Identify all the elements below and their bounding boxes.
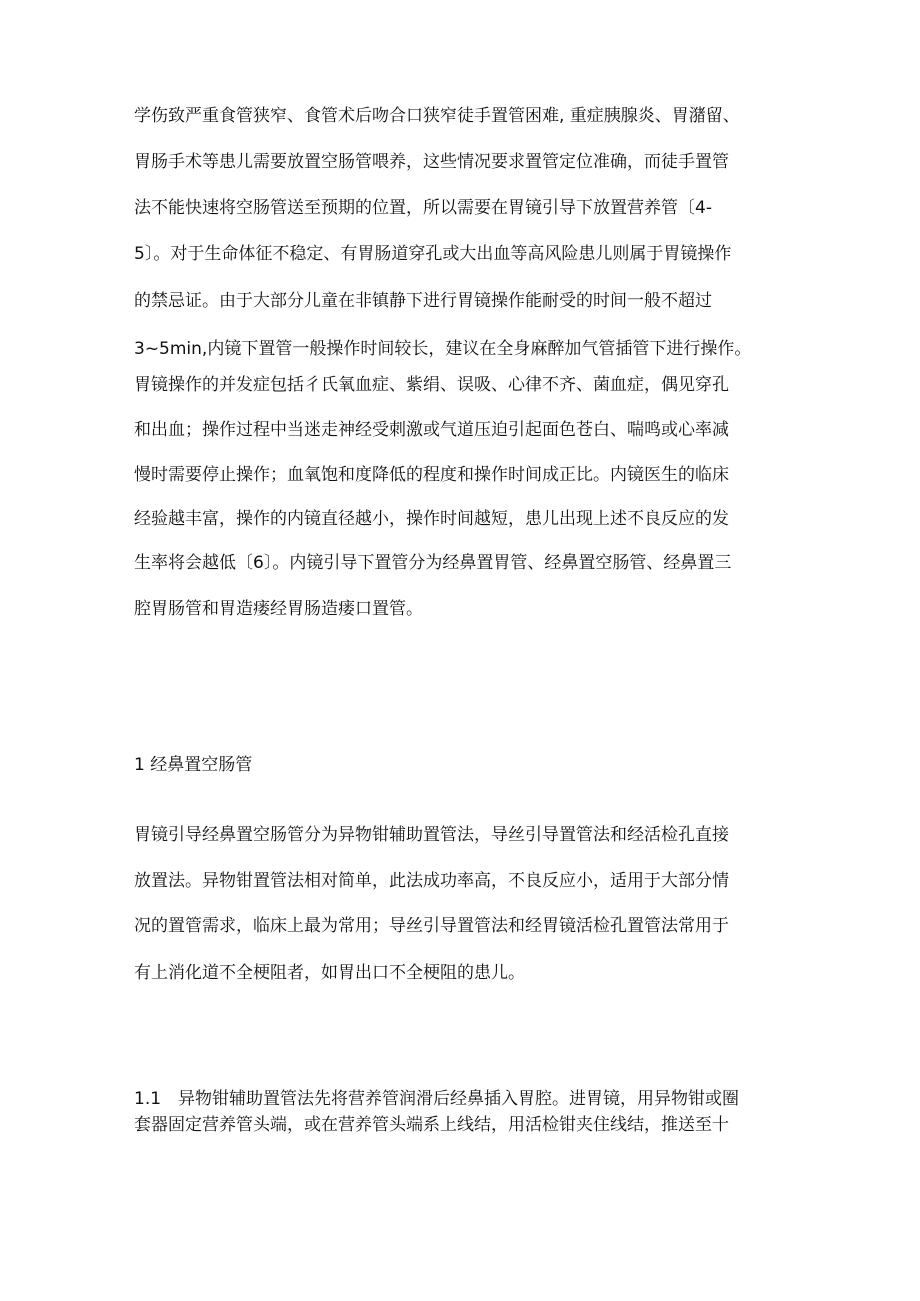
text-line: 胃镜引导经鼻置空肠管分为异物钳辅助置管法，导丝引导置管法和经活检孔直接: [134, 825, 729, 845]
text-line: 套器固定营养管头端，或在营养管头端系上线结，用活检钳夹住线结，推送至十: [134, 1115, 729, 1135]
text-line: 生率将会越低〔6〕。内镜引导下置管分为经鼻置胃管、经鼻置空肠管、经鼻置三: [134, 553, 732, 573]
text-line: 3~5min,内镜下置管一般操作时间较长，建议在全身麻醉加气管插管下进行操作。: [134, 339, 752, 359]
text-line: 1.1 异物钳辅助置管法先将营养管润滑后经鼻插入胃腔。进胃镜，用异物钳或圈: [134, 1089, 740, 1109]
text-line: 法不能快速将空肠管送至预期的位置，所以需要在胃镜引导下放置营养管〔4-: [134, 198, 712, 218]
section-heading: 1 经鼻置空肠管: [134, 755, 253, 775]
text-line: 放置法。异物钳置管法相对简单，此法成功率高，不良反应小，适用于大部分情: [134, 871, 729, 891]
text-line: 的禁忌证。由于大部分儿童在非镇静下进行胃镜操作能耐受的时间一般不超过: [134, 291, 712, 311]
text-line: 经验越丰富，操作的内镜直径越小，操作时间越短，患儿出现上述不良反应的发: [134, 509, 729, 529]
text-line: 况的置管需求，临床上最为常用；导丝引导置管法和经胃镜活检孔置管法常用于: [134, 916, 729, 936]
text-line: 胃肠手术等患儿需要放置空肠管喂养，这些情况要求置管定位准确，而徒手置管: [134, 152, 729, 172]
text-line: 和出血；操作过程中当迷走神经受刺激或气道压迫引起面色苍白、喘鸣或心率减: [134, 420, 729, 440]
text-line: 胃镜操作的并发症包括彳氏氧血症、紫绢、误吸、心律不齐、菌血症，偶见穿孔: [134, 375, 729, 395]
text-line: 有上消化道不全梗阻者，如胃出口不全梗阻的患儿。: [134, 963, 525, 983]
text-line: 学伤致严重食管狭窄、食管术后吻合口狭窄徒手置管困难, 重症胰腺炎、胃潴留、: [134, 106, 740, 126]
text-line: 5〕。对于生命体征不稳定、有胃肠道穿孔或大出血等高风险患儿则属于胃镜操作: [134, 244, 732, 264]
text-line: 慢时需要停止操作；血氧饱和度降低的程度和操作时间成正比。内镜医生的临床: [134, 465, 729, 485]
text-line: 腔胃肠管和胃造瘘经胃肠造瘘口置管。: [134, 599, 423, 619]
